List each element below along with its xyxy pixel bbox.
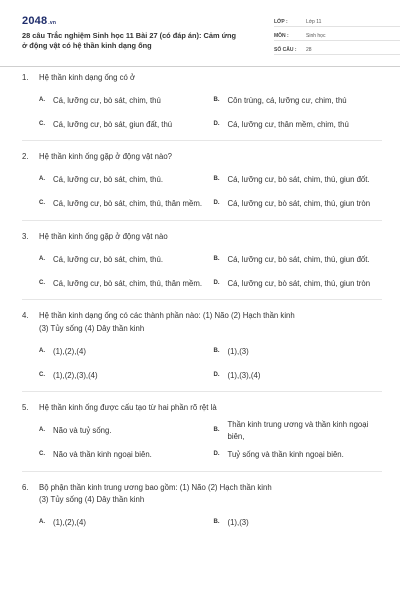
- question-item: [22, 310, 382, 392]
- option-text: Cá, lưỡng cư, bò sát, chim, thú, giun đốt.: [227, 254, 370, 264]
- option-text: Cá, lưỡng cư, bò sát, chim, thú: [53, 95, 161, 105]
- site-logo[interactable]: [22, 14, 56, 29]
- option-letter: D.: [213, 279, 220, 286]
- option-letter: B.: [213, 96, 220, 103]
- option-text: Cá, lưỡng cư, bò sát, giun đất, thú: [53, 119, 173, 129]
- question-text: Hệ thần kinh ống gặp ở động vật nào?: [39, 152, 172, 162]
- question-stem: [22, 151, 382, 163]
- question-number: 4.: [22, 311, 29, 321]
- answer-option[interactable]: [39, 192, 208, 216]
- question-item: [22, 231, 382, 300]
- question-number: 2.: [22, 152, 29, 162]
- option-text: Cá, lưỡng cư, bò sát, chim, thú.: [53, 254, 164, 264]
- option-text: Cá, lưỡng cư, bò sát, chim, thú, thân mềm.: [53, 199, 203, 209]
- question-item: [22, 151, 382, 220]
- question-number: 3.: [22, 231, 29, 241]
- logo-tld: .vn: [48, 20, 57, 26]
- option-text: (1),(2),(3),(4): [53, 370, 98, 380]
- option-letter: B.: [213, 176, 220, 183]
- option-letter: D.: [213, 451, 220, 458]
- answer-option[interactable]: [214, 247, 383, 271]
- option-letter: C.: [39, 371, 45, 378]
- option-text: Não và tuỷ sống.: [53, 425, 112, 435]
- answer-option[interactable]: [214, 271, 383, 295]
- option-letter: B.: [213, 347, 220, 354]
- option-text: (1),(2),(4): [53, 346, 86, 356]
- question-text-continued: (3) Tủy sống (4) Dây thần kinh: [39, 323, 145, 333]
- answer-option[interactable]: [214, 192, 383, 216]
- option-letter: A.: [39, 176, 45, 183]
- option-letter: A.: [39, 519, 45, 526]
- meta-row-subject: [274, 28, 400, 41]
- question-item: [22, 482, 382, 535]
- answer-option[interactable]: [214, 363, 383, 387]
- answer-option[interactable]: [39, 88, 208, 112]
- question-text: Hệ thần kinh dạng ống có các thành phần nào: (1) Não (2) Hạch thần kinh: [39, 311, 295, 321]
- answer-option[interactable]: [39, 363, 208, 387]
- question-number: 5.: [22, 403, 29, 413]
- question-stem: [22, 482, 382, 494]
- answer-option[interactable]: [39, 511, 208, 535]
- answer-options: [22, 247, 382, 295]
- document-title: 28 câu Trắc nghiệm Sinh học 11 Bài 27 (có đáp án): Cảm ứng ở động vật có hệ thần kinh dạng ống: [22, 31, 236, 50]
- question-item: [22, 402, 382, 471]
- answer-options: [22, 511, 382, 535]
- option-text: Cá, lưỡng cư, bò sát, chim, thú, giun đốt.: [227, 175, 370, 185]
- answer-option[interactable]: [214, 88, 383, 112]
- question-item: [22, 72, 382, 141]
- question-stem: [22, 402, 382, 414]
- question-text: Hệ thần kinh ống được cấu tạo từ hai phần rõ rệt là: [39, 403, 217, 413]
- question-stem: [22, 310, 382, 322]
- question-divider: [22, 471, 382, 472]
- answer-option[interactable]: [214, 168, 383, 192]
- option-text: Cá, lưỡng cư, bò sát, chim, thú, giun tròn: [227, 278, 371, 288]
- question-list: [22, 72, 382, 545]
- question-divider: [22, 391, 382, 392]
- meta-value: Lớp 11: [306, 19, 322, 26]
- document-header: [22, 0, 382, 62]
- meta-row-count: [274, 42, 400, 55]
- answer-options: [22, 168, 382, 216]
- option-letter: B.: [213, 255, 220, 262]
- question-number: 1.: [22, 73, 29, 82]
- answer-option[interactable]: [39, 419, 208, 443]
- option-text: Não và thần kinh ngoại biên.: [53, 449, 152, 459]
- option-letter: C.: [39, 200, 45, 207]
- option-letter: A.: [39, 427, 45, 434]
- option-letter: D.: [213, 120, 220, 127]
- question-text: Hệ thần kinh ống gặp ở động vật nào: [39, 231, 168, 241]
- option-text: (1),(3): [227, 517, 249, 527]
- answer-options: [22, 339, 382, 387]
- question-text: Bộ phận thần kinh trung ương bao gồm: (1) Não (2) Hạch thần kinh: [39, 482, 272, 492]
- answer-option[interactable]: [39, 339, 208, 363]
- option-text: Cá, lưỡng cư, bò sát, chim, thú.: [53, 175, 164, 185]
- header-divider: [0, 66, 400, 67]
- option-letter: C.: [39, 451, 45, 458]
- question-stem: [22, 72, 382, 84]
- answer-option[interactable]: [39, 168, 208, 192]
- question-text: Hệ thần kinh dạng ống có ở: [39, 73, 136, 82]
- option-text: (1),(3): [227, 346, 249, 356]
- answer-option[interactable]: [214, 112, 383, 136]
- question-divider: [22, 220, 382, 221]
- meta-label: LỚP :: [274, 19, 288, 26]
- answer-options: [22, 88, 382, 136]
- option-letter: D.: [213, 371, 220, 378]
- meta-label: MÔN :: [274, 33, 289, 40]
- answer-options: [22, 419, 382, 467]
- answer-option[interactable]: [214, 339, 383, 363]
- meta-block: [274, 14, 400, 56]
- option-text: (1),(3),(4): [227, 370, 261, 380]
- option-letter: C.: [39, 120, 45, 127]
- option-letter: A.: [39, 255, 45, 262]
- question-divider: [22, 299, 382, 300]
- answer-option[interactable]: [39, 112, 208, 136]
- option-letter: B.: [213, 519, 220, 526]
- option-text: Cá, lưỡng cư, thân mềm, chim, thú: [227, 119, 349, 129]
- option-text: Cá, lưỡng cư, bò sát, chim, thú, giun tròn: [227, 199, 371, 209]
- option-text: Côn trùng, cá, lưỡng cư, chim, thú: [227, 95, 347, 105]
- meta-label: SỐ CÂU :: [274, 47, 297, 54]
- option-letter: A.: [39, 347, 45, 354]
- answer-option[interactable]: [39, 247, 208, 271]
- answer-option[interactable]: [214, 419, 383, 443]
- logo-main: 2048: [22, 15, 48, 27]
- question-text-continued: (3) Tủy sống (4) Dây thần kinh: [39, 495, 145, 505]
- question-divider: [22, 140, 382, 141]
- answer-option[interactable]: [39, 271, 208, 295]
- question-stem: [22, 231, 382, 243]
- option-letter: C.: [39, 279, 45, 286]
- option-letter: A.: [39, 96, 45, 103]
- option-text: Cá, lưỡng cư, bò sát, chim, thú, thân mềm.: [53, 278, 203, 288]
- option-letter: B.: [213, 427, 220, 434]
- meta-value: 28: [306, 47, 312, 54]
- answer-option[interactable]: [39, 443, 208, 467]
- answer-option[interactable]: [214, 511, 383, 535]
- question-number: 6.: [22, 482, 29, 492]
- meta-value: Sinh học: [306, 33, 326, 40]
- option-letter: D.: [213, 200, 220, 207]
- answer-option[interactable]: [214, 443, 383, 467]
- meta-row-class: [274, 14, 400, 27]
- option-text: (1),(2),(4): [53, 517, 86, 527]
- option-text: Thần kinh trung ương và thần kinh ngoại biên,: [227, 420, 369, 441]
- option-text: Tuỷ sống và thần kinh ngoại biên.: [227, 449, 344, 459]
